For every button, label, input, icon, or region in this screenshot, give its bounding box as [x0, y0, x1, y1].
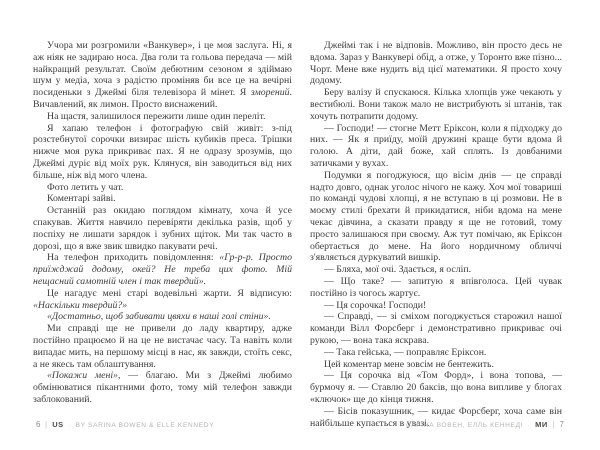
left-page-number: 6 [36, 420, 41, 429]
paragraph [310, 300, 562, 312]
text-segment: На щастя, залишилося пережити лише один переліт. [47, 110, 266, 122]
text-segment: . Вичавлений, як лимон. Просто виснажений. [33, 87, 292, 110]
text-segment: — Ця сорочка! Господи! [324, 299, 427, 311]
text-segment: Подумки я погоджуюся, що вісім днів — це справді надто довго, однак уголос нічого не кажу. Хоч мої товариші по команді чудові хлопці, я не вступаю в ці розмови. Не в моєму стилі брехати й прикидатися, ніби вдома на мене чекає дівчина, а сказати правду я ще не готовий, тому просто залишаюся при своєму. Аж тут помічаю, як Еріксон обертається до мене. На його нордичному обличчі з'являється дуркуватий вишкір. [310, 169, 562, 264]
book-title-en: US [52, 420, 64, 429]
paragraph [33, 323, 292, 370]
text-segment: Беру валізу й спускаюся. Кілька хлопців уже чекають у вестибюлі. Вони також мало не вистрибують зі штанів, так хочуть потрапити додому. [310, 87, 562, 122]
paragraph [310, 170, 562, 264]
paragraph [33, 205, 292, 252]
footer-dot: · [68, 422, 72, 429]
italic-text-segment: «Достатньо, щоб забивати цвяхи в наші голі стіни». [47, 311, 271, 323]
text-segment: Фото летить у чат. [47, 181, 124, 193]
text-segment: — Ця сорочка від «Том Форд», і вона топова, — бурмочу я. — Ставлю 20 баксів, що вона випливе у блогах «ключок» ще до кінця тижня. [310, 370, 562, 405]
paragraph [310, 264, 562, 276]
text-segment: — Що таке? — запитую я впівголоса. Цей чувак постійно із чогось жартує. [310, 275, 562, 299]
footer-separator: | [44, 420, 48, 429]
italic-text-segment: «Гр-р-р. Просто приїжджай додому, окей? Не треба цих фото. Мій нещасний самотній член і так твердий». [33, 252, 292, 287]
footer-dot: · [527, 422, 531, 429]
text-segment: — Справді, — зі сміхом погоджується старожил нашої команди Вілл Форсберг і демонстративно прикриває очі рукою, — вона така яскрава. [310, 311, 562, 346]
text-segment: Ми справді ще не привели до ладу квартиру, адже постійно працюємо й на це не вистачає часу. Та навіть коли випадає мить, на першому місці в нас, як завжди, стоїть секс, а не якесь там облаштування. [33, 323, 292, 370]
page-right [300, 0, 600, 450]
left-page-footer [36, 420, 214, 429]
paragraph [310, 370, 562, 405]
text-segment: — Господи! — стогне Метт Еріксон, коли я підходжу до них. — Як я приїду, моїй дружині краще бути вдома й голою. А діти, дай боже, хай сплять. Із довбаними затичками у вухах. [310, 122, 562, 169]
italic-text-segment: «Наскільки твердий?» [33, 299, 128, 311]
text-segment: Коментарі зайві. [47, 193, 116, 205]
footer-separator: | [552, 420, 556, 429]
right-page-number: 7 [559, 420, 564, 429]
text-segment: — Така гейська, — поправляє Еріксон. [324, 346, 487, 358]
text-segment: На телефон приходить повідомлення: [47, 252, 220, 264]
paragraph [33, 252, 292, 287]
paragraph [310, 87, 562, 122]
text-segment: Це нагадує мені старі водевільні жарти. Я відписую: [47, 287, 292, 299]
text-segment: — Бісів показушник, — кидає Форсберг, хоча саме він найбільше купається в увазі. [310, 405, 562, 429]
italic-text-segment: зморений [250, 87, 290, 99]
paragraph [310, 359, 562, 371]
paragraph [310, 347, 562, 359]
right-page-body [310, 40, 562, 429]
paragraph [310, 276, 562, 300]
italic-text-segment: «Покажи мені» [47, 370, 118, 382]
paragraph [310, 40, 562, 87]
paragraph [310, 311, 562, 346]
text-segment: — Бляха, мої очі. Здається, я осліп. [324, 264, 472, 276]
paragraph [33, 288, 292, 312]
text-segment: Учора ми розгромили «Ванкувер», і це моя заслуга. Ні, я аж ніяк не задираю носа. Два голи та гольова передача — мій найкращий результат. Своїм дебютним сезоном я здіймаю шум у медіа, хоча з радістю проміняв би все це на вечірні посиденьки з Джеймі біля телевізора й мінет. Я [33, 40, 292, 99]
text-segment: Цей коментар мене зовсім не бентежить. [324, 358, 494, 370]
paragraph [33, 193, 292, 205]
book-title-uk: МИ [535, 420, 548, 429]
text-segment: Джеймі так і не відповів. Можливо, він просто десь не вдома. Зараз у Ванкувері обід, а отже, у Торонто вже пізно... Чорт. Мене вже нудить від цієї математики. Я просто хочу додому. [310, 40, 562, 87]
text-segment: Я хапаю телефон і фотографую свій живіт: з-під розстебнутої сорочки визирає шість кубиків преса. Трішки нижче моя рука прикриває пах. Я не одразу зрозумів, що Джеймі дуріє від моїх рук. Клянуся, він заводиться від них більше, ніж від мого члена. [33, 122, 292, 181]
paragraph [33, 182, 292, 194]
left-page-body [33, 40, 292, 406]
text-segment: , — благаю. Ми з Джеймі любимо обмінюватися пікантними фото, тому мій телефон завжди заблокований. [33, 370, 292, 405]
paragraph [33, 123, 292, 182]
paragraph [33, 370, 292, 405]
authors-byline-uk: САРІНА ВОВЕН, ЕЛЛЬ КЕННЕДІ [405, 422, 524, 429]
paragraph [33, 40, 292, 111]
authors-byline-en: BY SARINA BOWEN & ELLE KENNEDY [75, 422, 215, 429]
paragraph [310, 123, 562, 170]
right-page-footer [406, 420, 564, 429]
paragraph [33, 311, 292, 323]
paragraph [33, 111, 292, 123]
text-segment: Останній раз окидаю поглядом кімнату, хоча й усе спакував. Життя навчило перевіряти декілька разів, щоб у поспіху не лишати зарядок і зубних щіток. Ми так часто в дорозі, що я вже звик швидко пакувати речі. [33, 205, 292, 252]
